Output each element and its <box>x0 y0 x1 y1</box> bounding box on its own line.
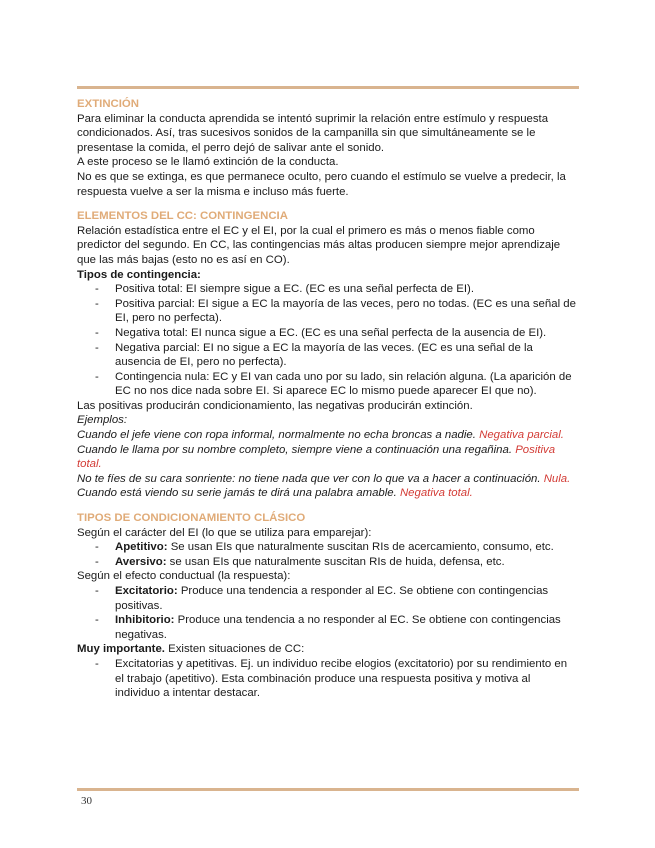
ei-type-list <box>77 540 577 569</box>
subheading <box>77 268 577 283</box>
section-heading-contingencia: ELEMENTOS DEL CC: CONTINGENCIA <box>77 210 288 223</box>
section-heading-extincion: EXTINCIÓN <box>77 98 140 110</box>
page-number: 30 <box>81 795 92 807</box>
effect-type-list <box>77 584 577 642</box>
list-item: - Positiva parcial: EI sigue a EC la mayoría de las veces, pero no todas. (EC es una señal de EI, pero no perfecta). <box>77 297 577 326</box>
list-item: - Negativa parcial: EI no sigue a EC la mayoría de las veces. (EC es una señal de la ausencia de EI, pero no perfecta). <box>77 341 577 370</box>
list-item: - Contingencia nula: EC y EI van cada uno por su lado, sin relación alguna. (La aparición de EC no nos dice nada sobre EI. Si aparece EC lo mismo puede aparecer EI que no). <box>77 370 577 399</box>
definition: Produce una tendencia a responder al EC. Se obtiene con contingencias positivas. <box>115 585 549 612</box>
example <box>77 443 577 472</box>
term: Aversivo: <box>115 555 167 568</box>
important-text: Existen situaciones de CC: <box>164 643 305 656</box>
contingency-list <box>77 282 577 399</box>
term: Apetitivo: <box>115 541 168 554</box>
list-item: - Positiva total: EI siempre sigue a EC. (EC es una señal perfecta de EI). <box>77 282 577 297</box>
definition: se usan EIs que naturalmente suscitan RIs de huida, defensa, etc. <box>166 555 505 568</box>
term: Inhibitorio: <box>115 614 175 627</box>
list-item <box>77 584 577 613</box>
list-item: - Excitatorias y apetitivas. Ej. un individuo recibe elogios (excitatorio) por su rendimiento en el trabajo (apetitivo). Esta combinación produce una respuesta positiva y motiva al individuo a intentar destacar. <box>77 657 577 701</box>
paragraph: No es que se extinga, es que permanece oculto, pero cuando el estímulo se vuelve a predecir, la respuesta vuelve a ser la misma e incluso más fuerte. <box>77 170 566 198</box>
paragraph: Según el carácter del EI (lo que se utiliza para emparejar): <box>77 526 372 539</box>
situations-list <box>77 657 577 701</box>
list-item <box>77 613 577 642</box>
definition: Se usan EIs que naturalmente suscitan RIs de acercamiento, consumo, etc. <box>167 541 554 554</box>
important-label: Muy importante. <box>77 643 165 656</box>
example-answer: Positiva total. <box>77 443 556 471</box>
example-answer: Negativa total. <box>399 487 473 500</box>
tipos-label: Tipos de contingencia: <box>77 268 201 281</box>
paragraph: Para eliminar la conducta aprendida se intentó suprimir la relación entre estímulo y respuesta condicionados. Así, tras sucesivos sonidos de la campanilla sin que simultáneamente se le presentase la comida, el perro dejó de salivar ante el sonido. <box>77 112 549 154</box>
header-rule <box>77 86 579 89</box>
list-item: - Negativa total: EI nunca sigue a EC. (EC es una señal perfecta de la ausencia de EI). <box>77 326 577 341</box>
page-content <box>77 97 577 701</box>
example-answer: Negativa parcial. <box>479 429 564 442</box>
paragraph: Las positivas producirán condicionamiento, las negativas producirán extinción. <box>77 399 473 412</box>
footer-rule <box>77 788 579 791</box>
example <box>77 486 577 501</box>
section-heading-tipos: TIPOS DE CONDICIONAMIENTO CLÁSICO <box>77 512 306 525</box>
example-answer: Nula. <box>543 472 571 485</box>
example-text: Cuando le llama por su nombre completo, siempre viene a continuación una regañina. <box>77 443 513 456</box>
paragraph: A este proceso se le llamó extinción de la conducta. <box>77 156 339 169</box>
example-text: Cuando el jefe viene con ropa informal, normalmente no echa broncas a nadie. <box>77 429 476 442</box>
ejemplos-label: Ejemplos: <box>77 414 128 427</box>
list-item <box>77 555 577 570</box>
example <box>77 472 577 487</box>
example-text: Cuando está viendo su serie jamás te dirá una palabra amable. <box>77 487 397 500</box>
paragraph: Según el efecto conductual (la respuesta): <box>77 570 291 583</box>
paragraph <box>77 642 577 657</box>
definition: Produce una tendencia a no responder al EC. Se obtiene con contingencias negativas. <box>115 614 561 641</box>
paragraph: Relación estadística entre el EC y el EI, por la cual el primero es más o menos fiable como predictor del segundo. En CC, las contingencias más altas producen siempre mejor aprendizaje que las más bajas (esto no es así en CO). <box>77 224 561 266</box>
term: Excitatorio: <box>115 585 178 597</box>
list-item <box>77 540 577 555</box>
example-text: No te fíes de su cara sonriente: no tiene nada que ver con lo que va a hacer a continuación. <box>77 472 541 485</box>
example <box>77 428 577 443</box>
